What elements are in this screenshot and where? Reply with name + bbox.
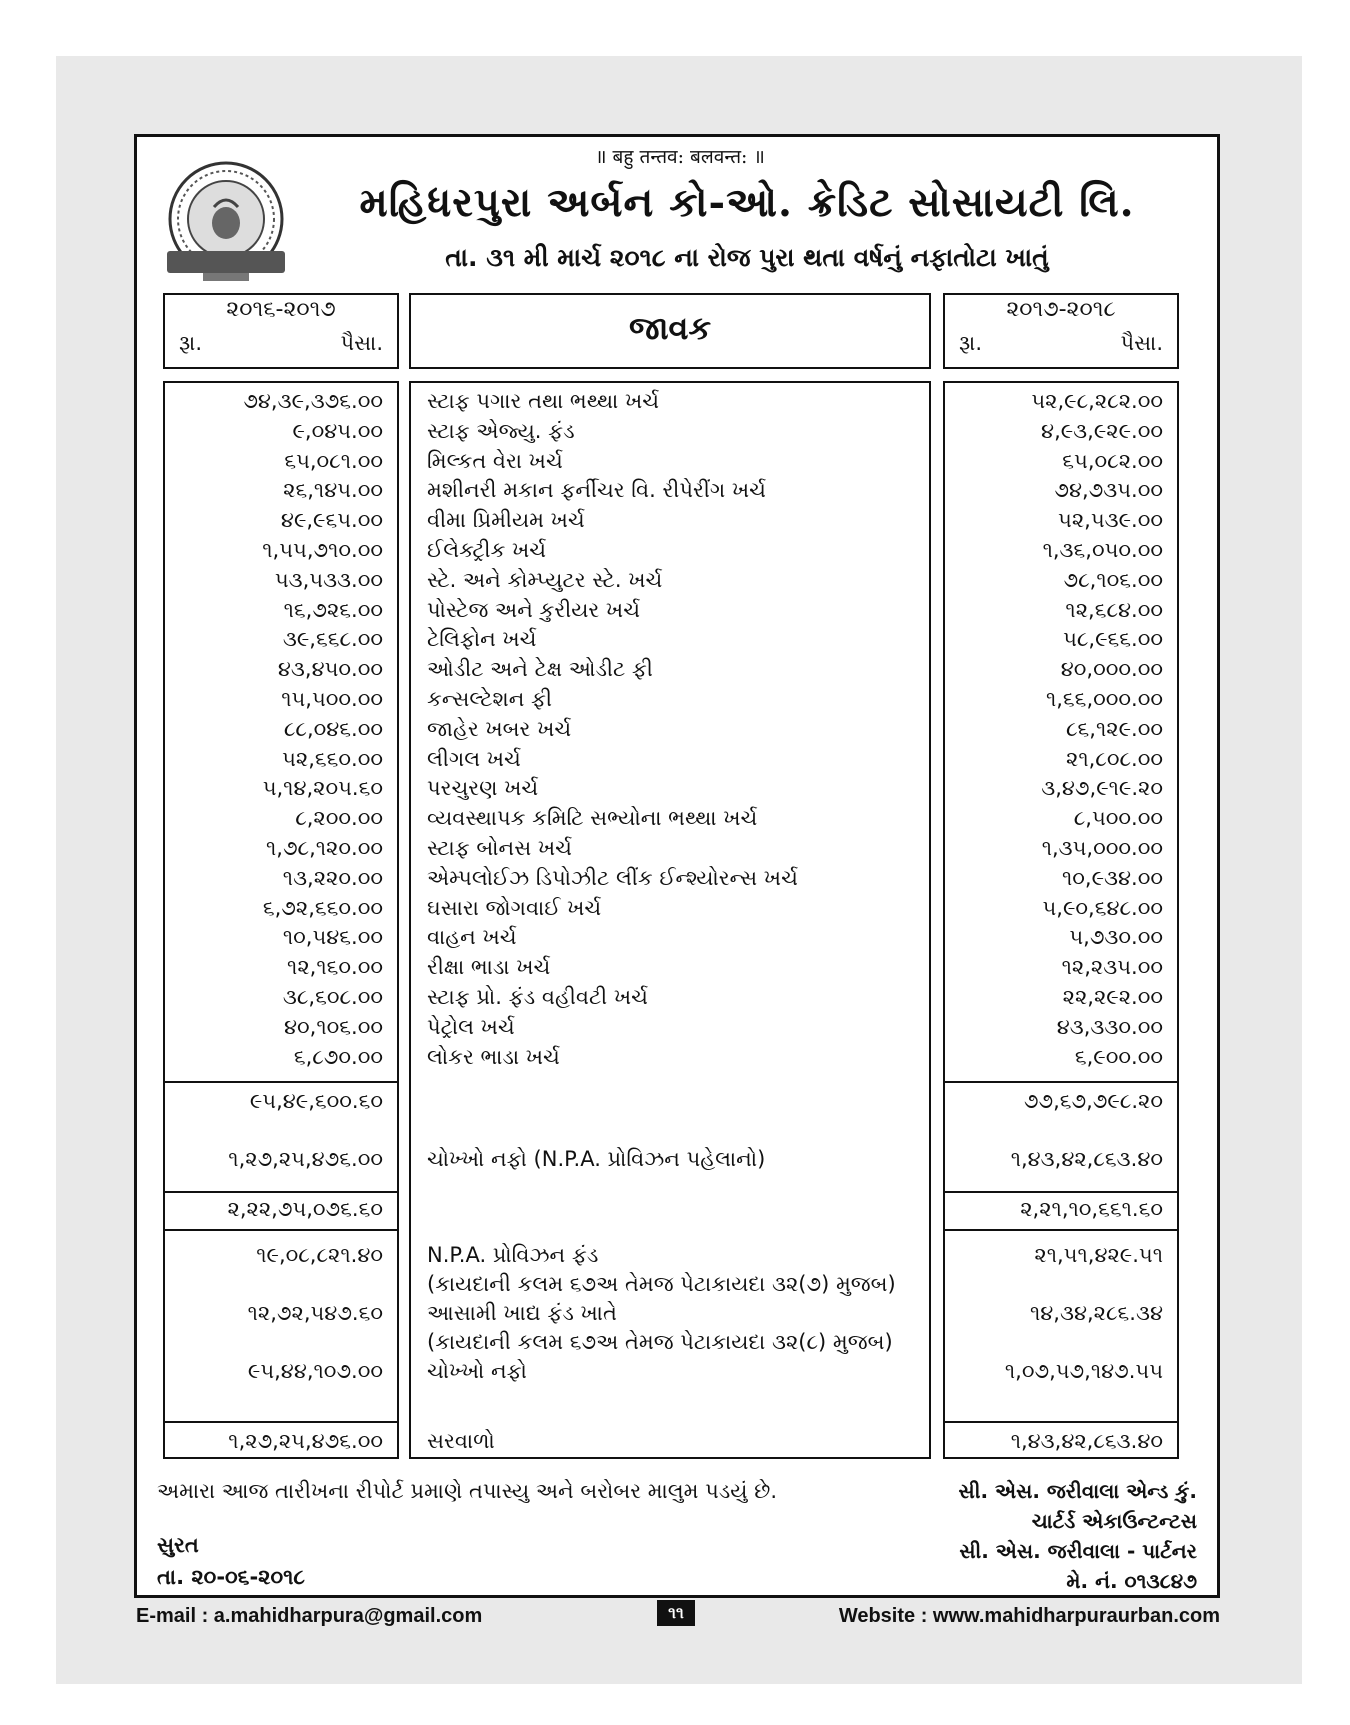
curr-year-amount: ૧,૩૫,૦૦૦.૦૦ [1041,836,1163,860]
curr-year-amount: ૩,૪૭,૯૧૯.૨૦ [1041,776,1163,801]
expense-label: મશીનરી મકાન ફર્નીચર વિ. રીપેરીંગ ખર્ચ [427,478,766,503]
left-divider-4 [165,1421,397,1423]
net-profit-before-npa-label: ચોખ્ખો નફો (N.P.A. પ્રોવિઝન પહેલાનો) [427,1147,766,1171]
expense-label: સ્ટાફ બોનસ ખર્ચ [427,836,572,860]
right-ps-label: પૈસા. [1120,331,1163,355]
right-year-label: ૨૦૧૭-૨૦૧૮ [1006,297,1116,322]
prev-year-amount: ૨૬,૧૪૫.૦૦ [283,478,383,503]
organization-name: મહિધરપુરા અર્બન કો-ઓ. ક્રેડિટ સોસાયટી લિ. [359,179,1135,226]
expense-label: કન્સલ્ટેશન ફી [427,687,553,711]
curr-year-amount: ૮,૫૦૦.૦૦ [1073,806,1163,831]
curr-year-amount: ૭૮,૧૦૬.૦૦ [1063,567,1163,592]
prev-year-amount: ૬,૭૨,૬૬૦.૦૦ [262,895,383,920]
website-link[interactable]: Website : www.mahidharpuraurban.com [838,1605,1220,1627]
particulars-column [409,381,931,1459]
appropriation-note: (કાયદાની કલમ ૬૭અ તેમજ પેટાકાયદા ૩૨(૮) મુજબ) [427,1330,893,1354]
grand-total-prev: ૧,૨૭,૨૫,૪૭૬.૦૦ [228,1429,383,1453]
expenses-title: જાવક [628,309,712,347]
subtotal-curr: ૭૭,૬૭,૭૯૮.૨૦ [1023,1089,1163,1113]
expense-label: લોકર ભાડા ખર્ચ [427,1044,560,1069]
expense-label: સ્ટે. અને કોમ્પ્યુટર સ્ટે. ખર્ચ [427,567,663,592]
expense-label: વાહન ખર્ચ [427,925,517,950]
curr-year-amount: ૬,૯૦૦.૦૦ [1074,1044,1163,1069]
appropriation-prev: ૯૫,૪૪,૧૦૭.૦૦ [247,1359,383,1383]
auditor-firm: સી. એસ. જરીવાલા એન્ડ કું. [958,1479,1197,1503]
prev-year-amount: ૮,૨૦૦.૦૦ [295,806,383,831]
right-divider-4 [945,1421,1177,1423]
expense-label: ઈલેક્ટ્રીક ખર્ચ [427,538,547,562]
curr-year-amount: ૧૦,૯૩૪.૦૦ [1061,865,1163,890]
appropriation-label: N.P.A. પ્રોવિઝન ફંડ [427,1243,599,1267]
page-number: ૧૧ [657,1600,695,1626]
right-amount-column [943,381,1179,1459]
prev-year-amount: ૬,૮૭૦.૦૦ [293,1044,383,1069]
membership-number: મે. નં. ૦૧૩૮૪૭ [1066,1569,1197,1593]
grand-total-curr: ૧,૪૩,૪૨,૮૬૩.૪૦ [1010,1429,1163,1453]
prev-year-amount: ૧,૫૫,૭૧૦.૦૦ [262,538,383,562]
curr-year-amount: ૨૧,૮૦૮.૦૦ [1066,746,1163,771]
appropriation-label: ચોખ્ખો નફો [427,1359,527,1383]
curr-year-amount: ૧૨,૬૮૪.૦૦ [1065,597,1163,622]
curr-year-amount: ૫૨,૫૩૯.૦૦ [1058,508,1163,533]
curr-year-amount: ૧,૩૬,૦૫૦.૦૦ [1042,538,1163,562]
statement-frame [134,134,1220,1598]
expense-label: વ્યવસ્થાપક કમિટિ સભ્યોના ભથ્થા ખર્ચ [427,806,758,831]
expense-label: સ્ટાફ એજ્યુ. ફંડ [427,418,575,443]
place: સુરત [157,1533,199,1557]
middle-header [409,293,931,369]
prev-year-amount: ૮૮,૦૪૬.૦૦ [283,716,383,741]
expense-label: ઓડીટ અને ટેક્ષ ઓડીટ ફી [427,657,653,682]
right-divider-1 [945,1081,1177,1083]
expense-label: પોસ્ટેજ અને કુરીયર ખર્ચ [427,597,640,622]
left-divider-3 [165,1229,397,1231]
curr-year-amount: ૫૨,૯૮,૨૮૨.૦૦ [1031,389,1163,413]
grand-total-label: સરવાળો [427,1429,495,1453]
signing-date: તા. ૨૦-૦૬-૨૦૧૮ [157,1565,305,1589]
total-one-prev: ૨,૨૨,૭૫,૦૭૬.૬૦ [227,1197,383,1221]
expense-label: પરચુરણ ખર્ચ [427,776,539,801]
prev-year-amount: ૯,૦૪૫.૦૦ [292,418,383,443]
curr-year-amount: ૨૨,૨૯૨.૦૦ [1062,985,1163,1009]
prev-year-amount: ૪૦,૧૦૬.૦૦ [284,1014,383,1039]
appropriation-prev: ૧૨,૭૨,૫૪૭.૬૦ [247,1301,383,1325]
right-divider-2 [945,1191,1177,1193]
auditor-role: ચાર્ટર્ડ એકાઉન્ટન્ટસ [1031,1509,1197,1533]
prev-year-amount: ૪૯,૯૬૫.૦૦ [280,508,383,533]
prev-year-amount: ૧૬,૭૨૬.૦૦ [283,597,383,622]
left-ps-label: પૈસા. [340,331,383,355]
prev-year-amount: ૫,૧૪,૨૦૫.૬૦ [262,776,383,801]
expense-label: રીક્ષા ભાડા ખર્ચ [427,955,551,980]
right-year-header [943,293,1179,369]
left-year-header [163,293,399,369]
curr-year-amount: ૧,૬૬,૦૦૦.૦૦ [1045,687,1163,711]
appropriation-curr: ૨૧,૫૧,૪૨૯.૫૧ [1034,1243,1163,1267]
net-profit-before-npa-prev: ૧,૨૭,૨૫,૪૭૬.૦૦ [228,1147,383,1171]
curr-year-amount: ૧૨,૨૩૫.૦૦ [1061,955,1163,980]
net-profit-before-npa-curr: ૧,૪૩,૪૨,૮૬૩.૪૦ [1010,1147,1163,1171]
prev-year-amount: ૫૨,૬૬૦.૦૦ [282,746,383,771]
appropriation-curr: ૧,૦૭,૫૭,૧૪૭.૫૫ [1004,1359,1163,1383]
curr-year-amount: ૫૮,૯૬૬.૦૦ [1063,627,1163,652]
expense-label: પેટ્રોલ ખર્ચ [427,1014,515,1039]
curr-year-amount: ૮૬,૧૨૯.૦૦ [1066,716,1163,741]
prev-year-amount: ૫૩,૫૩૩.૦૦ [274,567,383,592]
appropriation-curr: ૧૪,૩૪,૨૮૬.૩૪ [1030,1301,1163,1325]
prev-year-amount: ૧૩,૨૨૦.૦૦ [282,865,383,890]
expense-label: લીગલ ખર્ચ [427,746,521,771]
prev-year-amount: ૧૫,૫૦૦.૦૦ [281,687,383,711]
curr-year-amount: ૪૦,૦૦૦.૦૦ [1060,657,1163,682]
curr-year-amount: ૭૪,૭૩૫.૦૦ [1054,478,1163,503]
expense-label: સ્ટાફ પ્રો. ફંડ વહીવટી ખર્ચ [427,985,648,1009]
prev-year-amount: ૩૮,૬૦૮.૦૦ [282,985,383,1009]
appropriation-prev: ૧૯,૦૮,૮૨૧.૪૦ [256,1243,383,1267]
email-link[interactable]: E-mail : a.mahidharpura@gmail.com [136,1605,483,1627]
prev-year-amount: ૧૦,૫૪૬.૦૦ [282,925,383,950]
total-one-curr: ૨,૨૧,૧૦,૬૬૧.૬૦ [1020,1197,1163,1221]
curr-year-amount: ૫,૭૩૦.૦૦ [1069,925,1163,950]
appropriation-note: (કાયદાની કલમ ૬૭અ તેમજ પેટાકાયદા ૩૨(૭) મુજબ) [427,1272,896,1296]
prev-year-amount: ૭૪,૩૯,૩૭૬.૦૦ [243,389,383,413]
curr-year-amount: ૫,૯૦,૬૪૮.૦૦ [1042,895,1163,920]
left-divider-1 [165,1081,397,1083]
expense-label: વીમા પ્રિમીયમ ખર્ચ [427,508,585,533]
prev-year-amount: ૬૫,૦૮૧.૦૦ [284,448,383,473]
prev-year-amount: ૩૯,૬૬૮.૦૦ [282,627,383,652]
statement-title: તા. ૩૧ મી માર્ચ ૨૦૧૮ ના રોજ પુરા થતા વર્ષનું નફાતોટા ખાતું [445,243,1049,272]
auditor-partner: સી. એસ. જરીવાલા - પાર્ટનર [959,1539,1197,1563]
expense-label: ઘસારા જોગવાઈ ખર્ચ [427,895,602,920]
curr-year-amount: ૪,૯૩,૯૨૯.૦૦ [1041,418,1163,443]
prev-year-amount: ૧૨,૧૬૦.૦૦ [287,955,383,980]
expense-label: જાહેર ખબર ખર્ચ [427,716,572,741]
appropriation-label: આસામી ખાદ્ય ફંડ ખાતે [427,1301,617,1325]
expense-label: મિલ્કત વેરા ખર્ચ [427,448,563,473]
curr-year-amount: ૬૫,૦૮૨.૦૦ [1062,448,1163,473]
expense-label: ટેલિફોન ખર્ચ [427,627,537,652]
curr-year-amount: ૪૩,૩૩૦.૦૦ [1056,1014,1163,1039]
right-divider-3 [945,1229,1177,1231]
left-amount-column [163,381,399,1459]
prev-year-amount: ૪૩,૪૫૦.૦૦ [277,657,383,682]
prev-year-amount: ૧,૭૮,૧૨૦.૦૦ [265,836,383,860]
audit-note: અમારા આજ તારીખના રીપોર્ટ પ્રમાણે તપાસ્યુ અને બરોબર માલુમ પડયું છે. [157,1479,778,1503]
motto: ॥ बहु तन्तव: बलवन्त: ॥ [595,146,765,168]
left-year-label: ૨૦૧૬-૨૦૧૭ [226,297,336,322]
subtotal-prev: ૯૫,૪૯,૬૦૦.૬૦ [249,1089,383,1113]
right-rs-label: રૂા. [959,331,982,355]
left-rs-label: રૂા. [179,331,202,355]
expense-label: એમ્પલોઈઝ ડિપોઝીટ લીંક ઈન્શ્યોરન્સ ખર્ચ [427,865,798,890]
left-divider-2 [165,1191,397,1193]
expense-label: સ્ટાફ પગાર તથા ભથ્થા ખર્ચ [427,389,660,413]
society-seal-logo [159,157,293,291]
